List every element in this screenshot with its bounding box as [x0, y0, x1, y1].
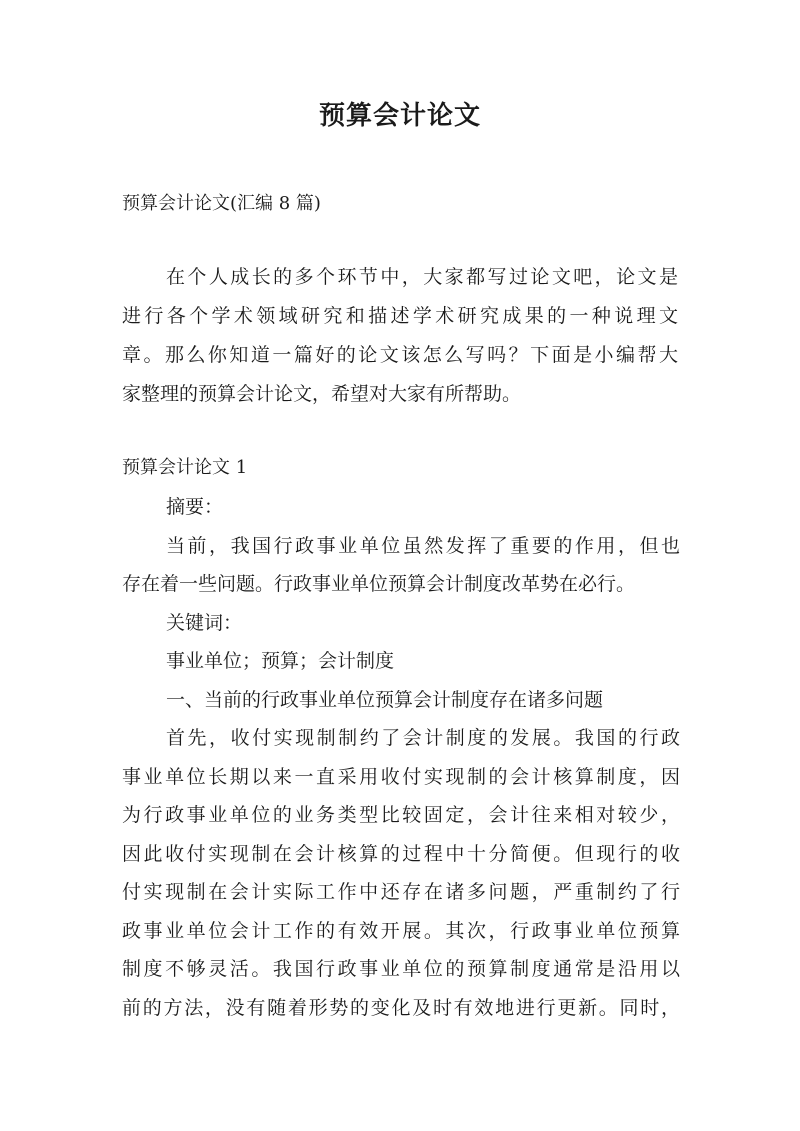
- section-heading: 预算会计论文 1: [122, 457, 248, 478]
- body-line: 付实现制在会计实际工作中还存在诸多问题，严重制约了行: [122, 881, 680, 903]
- keywords-label: 关键词：: [166, 611, 243, 634]
- body-line: 为行政事业单位的业务类型比较固定，会计往来相对较少，: [122, 804, 680, 826]
- intro-line: 章。那么你知道一篇好的论文该怎么写吗？下面是小编帮大: [122, 344, 678, 366]
- document-title: 预算会计论文: [318, 101, 481, 131]
- body-line: 前的方法，没有随着形势的变化及时有效地进行更新。同时，: [122, 996, 680, 1019]
- intro-paragraph: [122, 258, 678, 414]
- body-line: 制度不够灵活。我国行政事业单位的预算制度通常是沿用以: [122, 958, 680, 980]
- intro-line: 家整理的预算会计论文，希望对大家有所帮助。: [122, 383, 522, 405]
- body-line: 存在着一些问题。行政事业单位预算会计制度改革势在必行。: [122, 573, 636, 595]
- section-body: [122, 488, 680, 1027]
- body-line: 当前，我国行政事业单位虽然发挥了重要的作用，但也: [166, 534, 680, 557]
- document-subtitle: 预算会计论文(汇编 8 篇): [122, 193, 321, 214]
- intro-line: 在个人成长的多个环节中，大家都写过论文吧，论文是: [166, 266, 678, 288]
- section-subheading: 一、当前的行政事业单位预算会计制度存在诸多问题: [166, 688, 604, 711]
- keywords-value: 事业单位；预算；会计制度: [166, 650, 395, 672]
- abstract-label: 摘要：: [166, 496, 224, 518]
- intro-line: 进行各个学术领域研究和描述学术研究成果的一种说理文: [122, 305, 678, 327]
- body-line: 政事业单位会计工作的有效开展。其次，行政事业单位预算: [122, 919, 680, 942]
- body-line: 因此收付实现制在会计核算的过程中十分简便。但现行的收: [122, 842, 680, 865]
- body-line: 首先，收付实现制制约了会计制度的发展。我国的行政: [166, 727, 680, 749]
- body-line: 事业单位长期以来一直采用收付实现制的会计核算制度，因: [122, 765, 680, 788]
